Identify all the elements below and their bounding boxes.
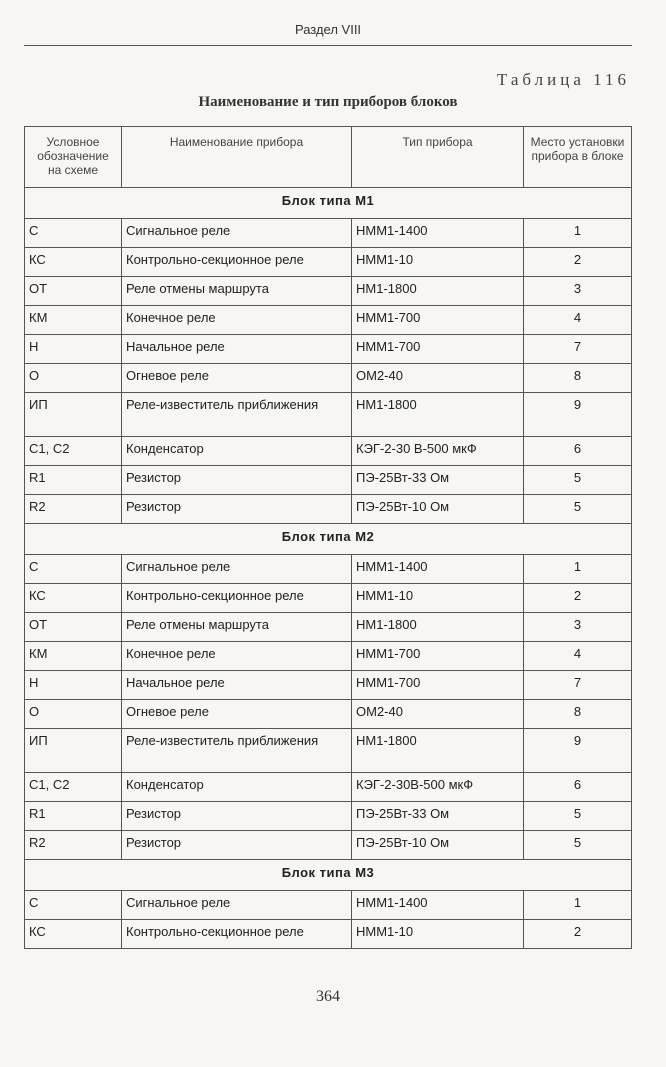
cell-designation: С1, С2 — [25, 437, 122, 466]
cell-device-name: Конечное реле — [122, 306, 352, 335]
table-row — [25, 495, 632, 524]
cell-designation: КС — [25, 584, 122, 613]
table-body — [25, 188, 632, 949]
cell-device-type: ПЭ-25Вт-33 Ом — [352, 802, 524, 831]
group-title: Блок типа М3 — [25, 860, 632, 891]
cell-device-name: Сигнальное реле — [122, 555, 352, 584]
table-row — [25, 891, 632, 920]
table-row — [25, 306, 632, 335]
cell-install-place: 5 — [524, 802, 632, 831]
table-row — [25, 555, 632, 584]
cell-designation: О — [25, 364, 122, 393]
cell-install-place: 1 — [524, 891, 632, 920]
cell-install-place: 6 — [524, 437, 632, 466]
group-title: Блок типа М2 — [25, 524, 632, 555]
table-header-row — [25, 127, 632, 188]
cell-device-type: КЭГ-2-30В-500 мкФ — [352, 773, 524, 802]
cell-install-place: 6 — [524, 773, 632, 802]
header-rule — [24, 45, 632, 46]
cell-device-name: Резистор — [122, 802, 352, 831]
cell-device-name: Начальное реле — [122, 335, 352, 364]
cell-install-place: 4 — [524, 306, 632, 335]
cell-install-place: 9 — [524, 729, 632, 773]
cell-designation: О — [25, 700, 122, 729]
table-row — [25, 277, 632, 306]
table-row — [25, 248, 632, 277]
cell-install-place: 7 — [524, 335, 632, 364]
cell-device-name: Реле-известитель приближения — [122, 393, 352, 437]
cell-install-place: 5 — [524, 466, 632, 495]
cell-device-type: НМ1-1800 — [352, 393, 524, 437]
cell-device-type: ОМ2-40 — [352, 364, 524, 393]
devices-table — [24, 126, 632, 949]
table-title: Наименование и тип приборов блоков — [198, 94, 458, 110]
cell-device-type: НМ1-1800 — [352, 613, 524, 642]
cell-install-place: 2 — [524, 920, 632, 949]
cell-install-place: 2 — [524, 248, 632, 277]
group-row — [25, 188, 632, 219]
table-row — [25, 437, 632, 466]
cell-install-place: 9 — [524, 393, 632, 437]
table-row — [25, 642, 632, 671]
cell-designation: ОТ — [25, 277, 122, 306]
cell-device-name: Огневое реле — [122, 364, 352, 393]
cell-device-type: НММ1-700 — [352, 335, 524, 364]
page-number: 364 — [316, 988, 340, 1005]
cell-designation: R1 — [25, 802, 122, 831]
cell-device-name: Конденсатор — [122, 773, 352, 802]
cell-device-name: Сигнальное реле — [122, 219, 352, 248]
cell-designation: Н — [25, 671, 122, 700]
cell-device-name: Контрольно-секционное реле — [122, 248, 352, 277]
cell-device-type: КЭГ-2-30 В-500 мкФ — [352, 437, 524, 466]
cell-device-type: НММ1-10 — [352, 248, 524, 277]
table-row — [25, 802, 632, 831]
cell-designation: Н — [25, 335, 122, 364]
table-row — [25, 613, 632, 642]
table-row — [25, 364, 632, 393]
cell-device-name: Начальное реле — [122, 671, 352, 700]
cell-designation: R1 — [25, 466, 122, 495]
cell-install-place: 4 — [524, 642, 632, 671]
group-title: Блок типа М1 — [25, 188, 632, 219]
cell-install-place: 2 — [524, 584, 632, 613]
cell-designation: ОТ — [25, 613, 122, 642]
cell-device-name: Реле отмены маршрута — [122, 613, 352, 642]
cell-device-name: Резистор — [122, 495, 352, 524]
table-row — [25, 219, 632, 248]
cell-device-name: Контрольно-секционное реле — [122, 584, 352, 613]
cell-designation: С — [25, 555, 122, 584]
cell-install-place: 3 — [524, 613, 632, 642]
cell-designation: С1, С2 — [25, 773, 122, 802]
table-row — [25, 393, 632, 437]
cell-designation: С — [25, 219, 122, 248]
header-install-place: Место установки прибора в блоке — [524, 127, 632, 188]
group-row — [25, 860, 632, 891]
cell-designation: КМ — [25, 642, 122, 671]
table-row — [25, 671, 632, 700]
cell-device-type: НММ1-700 — [352, 642, 524, 671]
cell-device-type: НММ1-10 — [352, 584, 524, 613]
cell-install-place: 3 — [524, 277, 632, 306]
cell-install-place: 8 — [524, 364, 632, 393]
table-row — [25, 773, 632, 802]
cell-designation: R2 — [25, 495, 122, 524]
cell-install-place: 1 — [524, 555, 632, 584]
table-row — [25, 584, 632, 613]
cell-device-type: НММ1-10 — [352, 920, 524, 949]
cell-designation: КС — [25, 920, 122, 949]
cell-device-type: НМ1-1800 — [352, 729, 524, 773]
table-row — [25, 466, 632, 495]
cell-device-type: ОМ2-40 — [352, 700, 524, 729]
cell-device-type: НММ1-700 — [352, 306, 524, 335]
header-designation: Условное обозначение на схеме — [25, 127, 122, 188]
cell-device-name: Резистор — [122, 831, 352, 860]
cell-designation: КС — [25, 248, 122, 277]
cell-device-type: ПЭ-25Вт-33 Ом — [352, 466, 524, 495]
cell-device-name: Сигнальное реле — [122, 891, 352, 920]
table-row — [25, 729, 632, 773]
cell-device-name: Резистор — [122, 466, 352, 495]
cell-device-type: ПЭ-25Вт-10 Ом — [352, 831, 524, 860]
table-row — [25, 700, 632, 729]
cell-device-type: НММ1-700 — [352, 671, 524, 700]
cell-device-type: ПЭ-25Вт-10 Ом — [352, 495, 524, 524]
cell-install-place: 7 — [524, 671, 632, 700]
cell-device-type: НМ1-1800 — [352, 277, 524, 306]
cell-device-name: Контрольно-секционное реле — [122, 920, 352, 949]
cell-designation: ИП — [25, 729, 122, 773]
running-header: Раздел VIII — [294, 22, 362, 37]
cell-install-place: 5 — [524, 495, 632, 524]
cell-device-type: НММ1-1400 — [352, 891, 524, 920]
header-device-name: Наименование прибора — [122, 127, 352, 188]
cell-install-place: 1 — [524, 219, 632, 248]
cell-device-name: Реле отмены маршрута — [122, 277, 352, 306]
cell-device-name: Реле-известитель приближения — [122, 729, 352, 773]
table-row — [25, 831, 632, 860]
table-number: Таблица 116 — [496, 70, 630, 89]
cell-designation: ИП — [25, 393, 122, 437]
cell-device-name: Конечное реле — [122, 642, 352, 671]
header-device-type: Тип прибора — [352, 127, 524, 188]
cell-designation: R2 — [25, 831, 122, 860]
table-row — [25, 920, 632, 949]
group-row — [25, 524, 632, 555]
cell-designation: С — [25, 891, 122, 920]
table-row — [25, 335, 632, 364]
cell-install-place: 5 — [524, 831, 632, 860]
cell-device-name: Конденсатор — [122, 437, 352, 466]
cell-device-type: НММ1-1400 — [352, 555, 524, 584]
cell-device-name: Огневое реле — [122, 700, 352, 729]
cell-designation: КМ — [25, 306, 122, 335]
cell-device-type: НММ1-1400 — [352, 219, 524, 248]
cell-install-place: 8 — [524, 700, 632, 729]
